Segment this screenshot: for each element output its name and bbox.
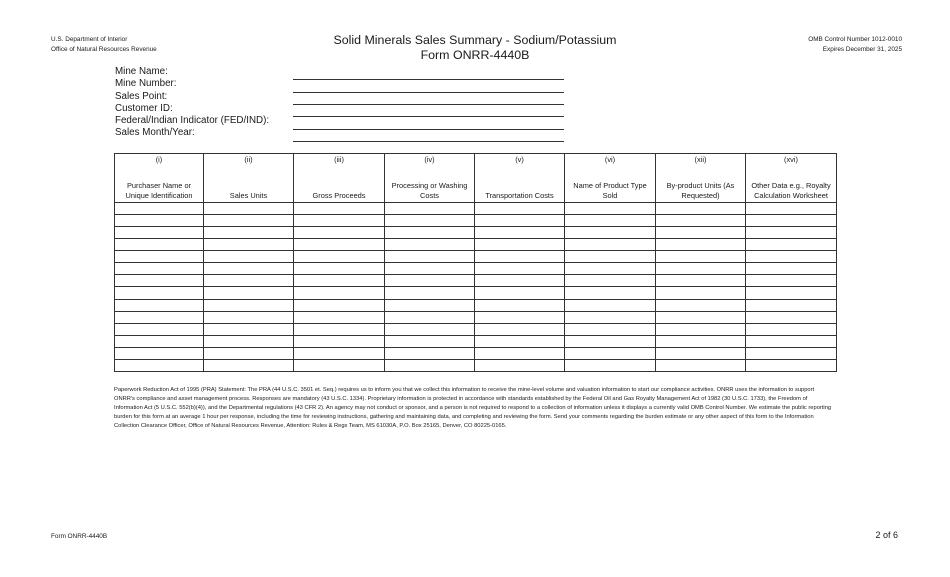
table-cell[interactable] bbox=[294, 203, 385, 215]
table-cell[interactable] bbox=[746, 335, 837, 347]
column-label: Transportation Costs bbox=[485, 190, 554, 200]
table-cell[interactable] bbox=[475, 335, 565, 347]
column-label: Sales Units bbox=[229, 190, 268, 200]
table-cell[interactable] bbox=[565, 215, 656, 227]
table-cell[interactable] bbox=[475, 275, 565, 287]
table-cell[interactable] bbox=[475, 215, 565, 227]
table-cell[interactable] bbox=[294, 287, 385, 299]
column-number: (xvi) bbox=[784, 155, 798, 164]
column-number: (iv) bbox=[424, 155, 435, 164]
column-header-processing-costs bbox=[385, 154, 475, 203]
mine-number-field[interactable] bbox=[293, 92, 564, 93]
table-cell[interactable] bbox=[294, 347, 385, 359]
table-cell[interactable] bbox=[475, 311, 565, 323]
table-cell[interactable] bbox=[565, 323, 656, 335]
table-cell[interactable] bbox=[656, 323, 746, 335]
table-cell[interactable] bbox=[565, 287, 656, 299]
column-label: Other Data e.g., Royalty Calculation Worksheet bbox=[751, 181, 831, 200]
table-cell[interactable] bbox=[475, 227, 565, 239]
agency-line-2: Office of Natural Resources Revenue bbox=[51, 46, 157, 53]
table-cell[interactable] bbox=[115, 335, 204, 347]
table-cell[interactable] bbox=[115, 299, 204, 311]
table-cell[interactable] bbox=[115, 287, 204, 299]
header-fields bbox=[115, 66, 269, 140]
sales-summary-table bbox=[114, 153, 837, 372]
table-cell[interactable] bbox=[204, 311, 294, 323]
table-cell[interactable] bbox=[656, 227, 746, 239]
field-label-sales-point: Sales Point: bbox=[115, 90, 168, 102]
table-cell[interactable] bbox=[115, 323, 204, 335]
table-cell[interactable] bbox=[565, 275, 656, 287]
table-row bbox=[115, 323, 837, 335]
table-cell[interactable] bbox=[115, 359, 204, 371]
table-cell[interactable] bbox=[656, 251, 746, 263]
table-cell[interactable] bbox=[475, 239, 565, 251]
table-cell[interactable] bbox=[115, 251, 204, 263]
column-label: Purchaser Name or Unique Identification bbox=[125, 181, 193, 200]
table-row bbox=[115, 359, 837, 371]
table-cell[interactable] bbox=[294, 275, 385, 287]
table-cell[interactable] bbox=[115, 227, 204, 239]
column-number: (v) bbox=[515, 155, 524, 164]
pra-statement: Paperwork Reduction Act of 1995 (PRA) Statement: The PRA (44 U.S.C. 3501 et. Seq.) requires us to inform you that we collect this information to receive the mine-level volume and valuation information to start our compliance activities. ONRR uses the information to support ONRR's compliance and asset management process. Responses are mandatory (43 U.S.C. 1334). Proprietary information is protected in accordance with standards established by the Federal Oil and Gas Royalty Management Act of 1982 (30 U.S.C. 1733), the Freedom of Information Act (5 U.S.C. 552(b)(4)), and the Departmental regulations (43 CFR 2). An agency may not conduct or sponsor, and a person is not required to respond to a collection of information unless it displays a currently valid OMB Control Number. We estimate the public reporting burden for this form at an average 1 hour per response, including the time for reviewing instructions, gathering and maintaining data, and completing and reviewing the form. Send your comments regarding the burden estimate or any other aspect of this form to the Information Collection Clearance Officer, Office of Natural Resources Revenue, Attention: Rules & Regs Team, MS 61030A, P.O. Box 25165, Denver, CO 80225-0165. bbox=[114, 387, 832, 429]
column-header-product-type bbox=[565, 154, 656, 203]
table-cell[interactable] bbox=[204, 335, 294, 347]
column-label: Processing or Washing Costs bbox=[391, 181, 468, 200]
table-cell[interactable] bbox=[385, 347, 475, 359]
table-row bbox=[115, 311, 837, 323]
table-cell[interactable] bbox=[475, 251, 565, 263]
table-cell[interactable] bbox=[204, 251, 294, 263]
table-row bbox=[115, 239, 837, 251]
table-cell[interactable] bbox=[656, 239, 746, 251]
table-cell[interactable] bbox=[656, 263, 746, 275]
sales-month-year-field[interactable] bbox=[293, 141, 564, 142]
table-cell[interactable] bbox=[746, 275, 837, 287]
table-cell[interactable] bbox=[565, 239, 656, 251]
table-cell[interactable] bbox=[294, 263, 385, 275]
column-header-transportation-costs bbox=[475, 154, 565, 203]
table-cell[interactable] bbox=[746, 263, 837, 275]
table-cell[interactable] bbox=[294, 359, 385, 371]
table-cell[interactable] bbox=[475, 263, 565, 275]
table-cell[interactable] bbox=[204, 275, 294, 287]
table-cell[interactable] bbox=[385, 323, 475, 335]
table-cell[interactable] bbox=[294, 239, 385, 251]
table-row bbox=[115, 227, 837, 239]
column-header-other-data bbox=[746, 154, 837, 203]
table-cell[interactable] bbox=[385, 215, 475, 227]
table-cell[interactable] bbox=[115, 263, 204, 275]
table-cell[interactable] bbox=[294, 215, 385, 227]
field-label-mine-number: Mine Number: bbox=[115, 78, 177, 90]
table-row bbox=[115, 251, 837, 263]
table-body bbox=[115, 203, 837, 372]
column-number: (vi) bbox=[604, 155, 616, 164]
table-cell[interactable] bbox=[385, 311, 475, 323]
omb-control-number: OMB Control Number 1012-0010 bbox=[808, 36, 902, 43]
customer-id-field[interactable] bbox=[293, 116, 564, 117]
field-label-fed-ind-indicator: Federal/Indian Indicator (FED/IND): bbox=[115, 115, 270, 127]
column-label: Gross Proceeds bbox=[312, 190, 366, 200]
table-cell[interactable] bbox=[385, 251, 475, 263]
table-cell[interactable] bbox=[475, 299, 565, 311]
table-cell[interactable] bbox=[746, 251, 837, 263]
field-label-mine-name: Mine Name: bbox=[115, 66, 168, 77]
table-cell[interactable] bbox=[565, 311, 656, 323]
table-cell[interactable] bbox=[746, 287, 837, 299]
table-cell[interactable] bbox=[115, 215, 204, 227]
table-cell[interactable] bbox=[565, 251, 656, 263]
footer-form-id: Form ONRR-4440B bbox=[51, 533, 108, 540]
omb-block bbox=[808, 35, 902, 55]
table-cell[interactable] bbox=[294, 251, 385, 263]
table-row bbox=[115, 347, 837, 359]
column-number: (xii) bbox=[694, 155, 707, 164]
table-cell[interactable] bbox=[565, 359, 656, 371]
table-cell[interactable] bbox=[204, 239, 294, 251]
table-cell[interactable] bbox=[385, 263, 475, 275]
table-cell[interactable] bbox=[656, 203, 746, 215]
table-cell[interactable] bbox=[565, 227, 656, 239]
table-cell[interactable] bbox=[294, 299, 385, 311]
table-cell[interactable] bbox=[204, 203, 294, 215]
form-title-line-2: Form ONRR-4440B bbox=[420, 48, 530, 62]
table-cell[interactable] bbox=[294, 335, 385, 347]
table-cell[interactable] bbox=[656, 311, 746, 323]
agency-line-1: U.S. Department of Interior bbox=[51, 36, 128, 43]
table-cell[interactable] bbox=[746, 203, 837, 215]
table-cell[interactable] bbox=[115, 275, 204, 287]
table-cell[interactable] bbox=[385, 359, 475, 371]
table-cell[interactable] bbox=[746, 227, 837, 239]
table-cell[interactable] bbox=[746, 239, 837, 251]
mine-name-field[interactable] bbox=[293, 79, 564, 80]
table-cell[interactable] bbox=[475, 347, 565, 359]
table-row bbox=[115, 215, 837, 227]
column-number: (i) bbox=[155, 155, 163, 164]
table-cell[interactable] bbox=[656, 215, 746, 227]
table-cell[interactable] bbox=[656, 335, 746, 347]
table-cell[interactable] bbox=[656, 359, 746, 371]
table-cell[interactable] bbox=[746, 347, 837, 359]
table-cell[interactable] bbox=[385, 227, 475, 239]
table-cell[interactable] bbox=[294, 323, 385, 335]
column-label: By-product Units (As Requested) bbox=[666, 181, 735, 200]
table-cell[interactable] bbox=[385, 299, 475, 311]
table-cell[interactable] bbox=[115, 239, 204, 251]
page-number: 2 of 6 bbox=[875, 530, 898, 540]
table-cell[interactable] bbox=[115, 311, 204, 323]
column-header-gross-proceeds bbox=[294, 154, 385, 203]
table-cell[interactable] bbox=[746, 215, 837, 227]
table-cell[interactable] bbox=[204, 359, 294, 371]
table-cell[interactable] bbox=[746, 323, 837, 335]
field-label-sales-month-year: Sales Month/Year: bbox=[115, 127, 195, 139]
column-number: (ii) bbox=[244, 155, 253, 164]
table-cell[interactable] bbox=[565, 347, 656, 359]
table-cell[interactable] bbox=[204, 323, 294, 335]
table-cell[interactable] bbox=[656, 347, 746, 359]
column-label: Name of Product Type Sold bbox=[573, 181, 647, 200]
table-cell[interactable] bbox=[475, 287, 565, 299]
table-cell[interactable] bbox=[294, 227, 385, 239]
field-label-customer-id: Customer ID: bbox=[115, 102, 173, 114]
fed-ind-indicator-field[interactable] bbox=[293, 129, 564, 130]
table-cell[interactable] bbox=[204, 263, 294, 275]
table-cell[interactable] bbox=[204, 299, 294, 311]
column-header-byproduct-units bbox=[656, 154, 746, 203]
table-row bbox=[115, 203, 837, 215]
form-title-line-1: Solid Minerals Sales Summary - Sodium/Potassium bbox=[333, 33, 617, 47]
column-number: (iii) bbox=[334, 155, 344, 164]
table-cell[interactable] bbox=[294, 311, 385, 323]
table-cell[interactable] bbox=[385, 335, 475, 347]
table-row bbox=[115, 299, 837, 311]
table-cell[interactable] bbox=[115, 347, 204, 359]
table-cell[interactable] bbox=[565, 263, 656, 275]
column-header-sales-units bbox=[204, 154, 294, 203]
table-row bbox=[115, 335, 837, 347]
table-cell[interactable] bbox=[746, 359, 837, 371]
table-cell[interactable] bbox=[656, 287, 746, 299]
table-row bbox=[115, 275, 837, 287]
table-cell[interactable] bbox=[656, 299, 746, 311]
column-header-purchaser bbox=[115, 154, 204, 203]
table-cell[interactable] bbox=[204, 227, 294, 239]
table-row bbox=[115, 287, 837, 299]
table-cell[interactable] bbox=[565, 299, 656, 311]
table-cell[interactable] bbox=[385, 203, 475, 215]
table-cell[interactable] bbox=[385, 275, 475, 287]
table-cell[interactable] bbox=[565, 335, 656, 347]
table-cell[interactable] bbox=[204, 347, 294, 359]
table-cell[interactable] bbox=[385, 239, 475, 251]
table-cell[interactable] bbox=[746, 299, 837, 311]
table-cell[interactable] bbox=[204, 287, 294, 299]
omb-expiration: Expires December 31, 2025 bbox=[822, 46, 902, 53]
sales-point-field[interactable] bbox=[293, 104, 564, 105]
table-cell[interactable] bbox=[204, 215, 294, 227]
table-cell[interactable] bbox=[656, 275, 746, 287]
table-cell[interactable] bbox=[385, 287, 475, 299]
table-cell[interactable] bbox=[475, 203, 565, 215]
table-row bbox=[115, 263, 837, 275]
table-header-row bbox=[115, 154, 837, 203]
table-cell[interactable] bbox=[565, 203, 656, 215]
table-cell[interactable] bbox=[475, 359, 565, 371]
table-cell[interactable] bbox=[475, 323, 565, 335]
table-cell[interactable] bbox=[746, 311, 837, 323]
table-cell[interactable] bbox=[115, 203, 204, 215]
